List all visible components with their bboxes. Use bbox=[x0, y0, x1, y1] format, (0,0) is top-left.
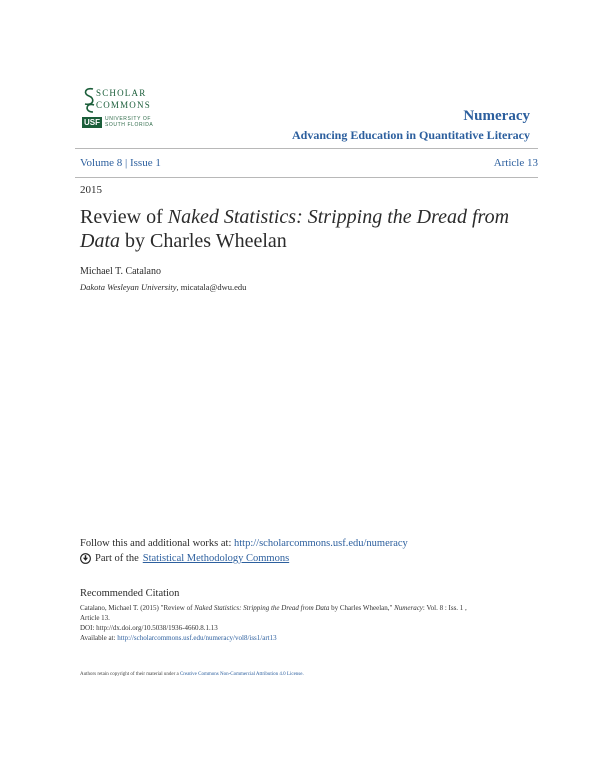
citation-book: Naked Statistics: Stripping the Dread from Data bbox=[194, 604, 330, 612]
statistical-methodology-commons-link[interactable]: Statistical Methodology Commons bbox=[142, 553, 290, 564]
author-name: Michael T. Catalano bbox=[80, 266, 161, 277]
citation-available-link[interactable]: http://scholarcommons.usf.edu/numeracy/vol8/iss1/art13 bbox=[117, 634, 277, 642]
article-title bbox=[80, 205, 520, 253]
recommended-citation bbox=[80, 603, 530, 643]
follow-prefix: Follow this and additional works at: bbox=[80, 538, 234, 549]
scholar-commons-logo[interactable] bbox=[82, 86, 162, 138]
follow-link[interactable]: http://scholarcommons.usf.edu/numeracy bbox=[234, 538, 408, 549]
citation-mid: by Charles Wheelan," bbox=[329, 604, 395, 612]
header-divider-bottom bbox=[75, 177, 538, 178]
citation-available-prefix: Available at: bbox=[80, 634, 118, 642]
part-of bbox=[80, 553, 289, 564]
recommended-citation-heading: Recommended Citation bbox=[80, 588, 180, 599]
journal-name[interactable]: Numeracy bbox=[463, 108, 530, 124]
part-of-prefix: Part of the bbox=[95, 553, 139, 564]
journal-tagline: Advancing Education in Quantitative Literacy bbox=[291, 128, 530, 142]
citation-journal: Numeracy bbox=[394, 604, 423, 612]
author-email[interactable]: , micatala@dwu.edu bbox=[176, 282, 247, 292]
title-book-name: Naked Statistics: Stripping the Dread from Data bbox=[80, 206, 510, 252]
header-divider-top bbox=[75, 148, 538, 149]
logo-word-scholar: SCHOLAR bbox=[96, 88, 147, 98]
follow-works bbox=[80, 538, 408, 549]
author-affiliation bbox=[80, 282, 246, 292]
journal-header bbox=[292, 108, 530, 143]
citation-line-2: Article 13. bbox=[80, 614, 110, 622]
citation-line-1 bbox=[80, 603, 530, 613]
citation-authors: Catalano, Michael T. (2015) "Review of bbox=[80, 604, 195, 612]
open-access-icon bbox=[80, 553, 91, 564]
publication-year: 2015 bbox=[80, 184, 102, 196]
usf-text: UNIVERSITY OF SOUTH FLORIDA bbox=[105, 116, 154, 128]
citation-available bbox=[80, 633, 530, 643]
rights-statement bbox=[80, 672, 304, 677]
issue-link[interactable]: Issue 1 bbox=[129, 157, 161, 169]
citation-volume: : Vol. 8 : Iss. 1 , bbox=[422, 604, 467, 612]
article-link[interactable]: Article 13 bbox=[493, 157, 538, 169]
usf-badge: USF bbox=[84, 118, 100, 127]
issue-separator: | bbox=[125, 157, 128, 169]
volume-link[interactable]: Volume 8 bbox=[80, 157, 123, 169]
issue-bar bbox=[80, 157, 538, 169]
license-link[interactable]: Creative Commons Non-Commercial Attribution 4.0 License. bbox=[179, 672, 304, 677]
author-institution: Dakota Wesleyan University bbox=[80, 282, 177, 292]
logo-word-commons: COMMONS bbox=[96, 100, 151, 110]
citation-doi: DOI: http://dx.doi.org/10.5038/1936-4660.8.1.13 bbox=[80, 624, 218, 632]
rights-prefix: Authors retain copyright of their material under a bbox=[80, 672, 180, 677]
scholar-commons-s-icon bbox=[82, 86, 96, 114]
title-suffix: by Charles Wheelan bbox=[120, 230, 287, 252]
title-prefix: Review of bbox=[80, 206, 168, 228]
